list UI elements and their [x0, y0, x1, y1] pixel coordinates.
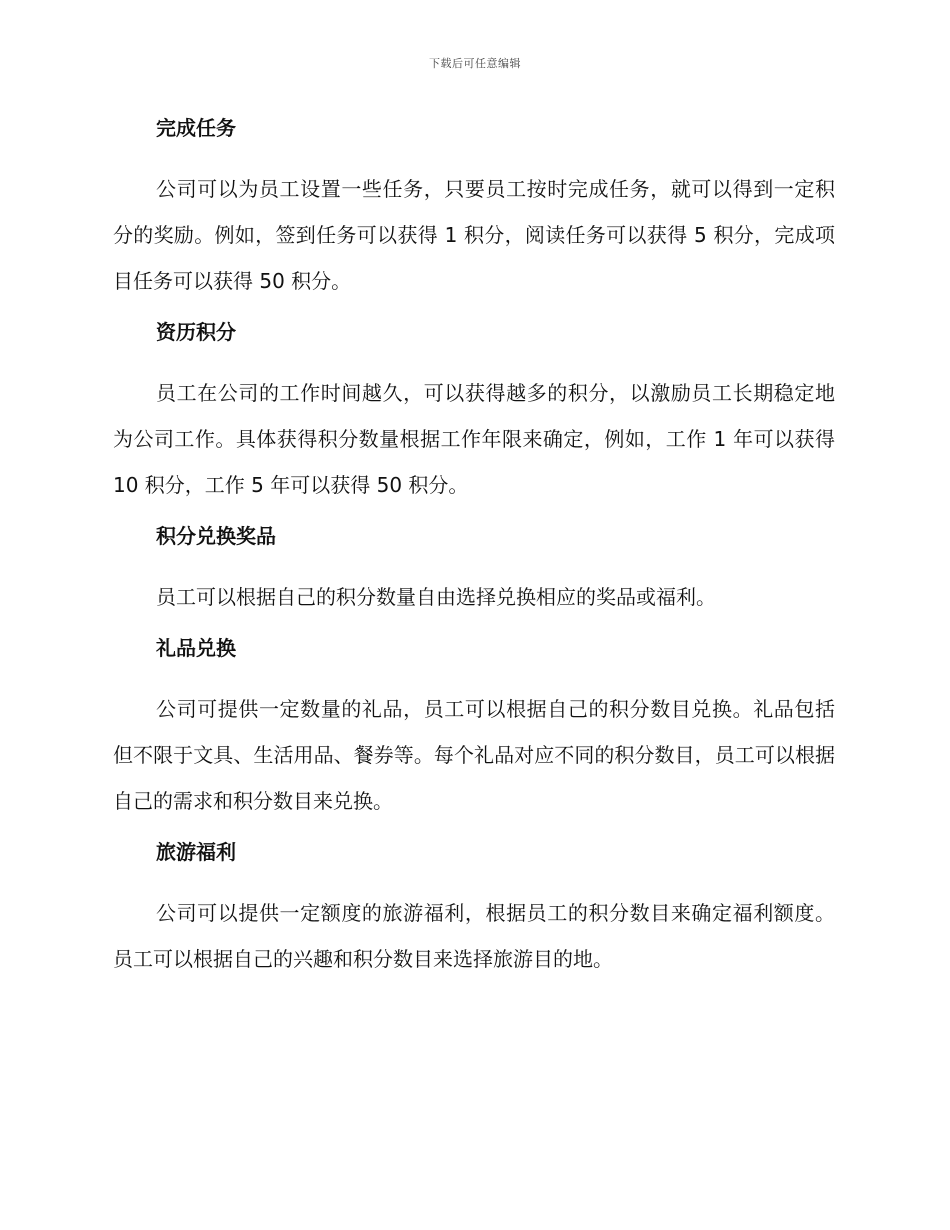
section-heading: 资历积分	[156, 320, 236, 344]
page-header: 下载后可任意编辑	[429, 57, 521, 70]
section-heading: 积分兑换奖品	[156, 524, 276, 548]
document-body	[113, 112, 835, 994]
section-paragraph: 员工在公司的工作时间越久，可以获得越多的积分，以激励员工长期稳定地为公司工作。具体获得积分数量根据工作年限来确定，例如，工作 1 年可以获得 10 积分，工作 5 年可以获得 50 积分。	[113, 381, 835, 497]
section-gift-redeem	[113, 632, 835, 824]
section-heading: 完成任务	[156, 116, 236, 140]
section-heading: 礼品兑换	[156, 636, 236, 660]
section-paragraph: 公司可以提供一定额度的旅游福利，根据员工的积分数目来确定福利额度。员工可以根据自己的兴趣和积分数目来选择旅游目的地。	[113, 901, 835, 971]
section-paragraph: 员工可以根据自己的积分数量自由选择兑换相应的奖品或福利。	[156, 585, 716, 609]
section-heading: 旅游福利	[156, 840, 236, 864]
section-paragraph: 公司可提供一定数量的礼品，员工可以根据自己的积分数目兑换。礼品包括但不限于文具、生活用品、餐券等。每个礼品对应不同的积分数目，员工可以根据自己的需求和积分数目来兑换。	[113, 697, 835, 813]
section-seniority-points	[113, 316, 835, 508]
section-travel-benefits	[113, 836, 835, 982]
section-complete-tasks	[113, 112, 835, 304]
section-paragraph: 公司可以为员工设置一些任务，只要员工按时完成任务，就可以得到一定积分的奖励。例如，签到任务可以获得 1 积分，阅读任务可以获得 5 积分，完成项目任务可以获得 50 积分。	[113, 177, 835, 293]
section-points-redeem-prizes	[113, 520, 835, 620]
